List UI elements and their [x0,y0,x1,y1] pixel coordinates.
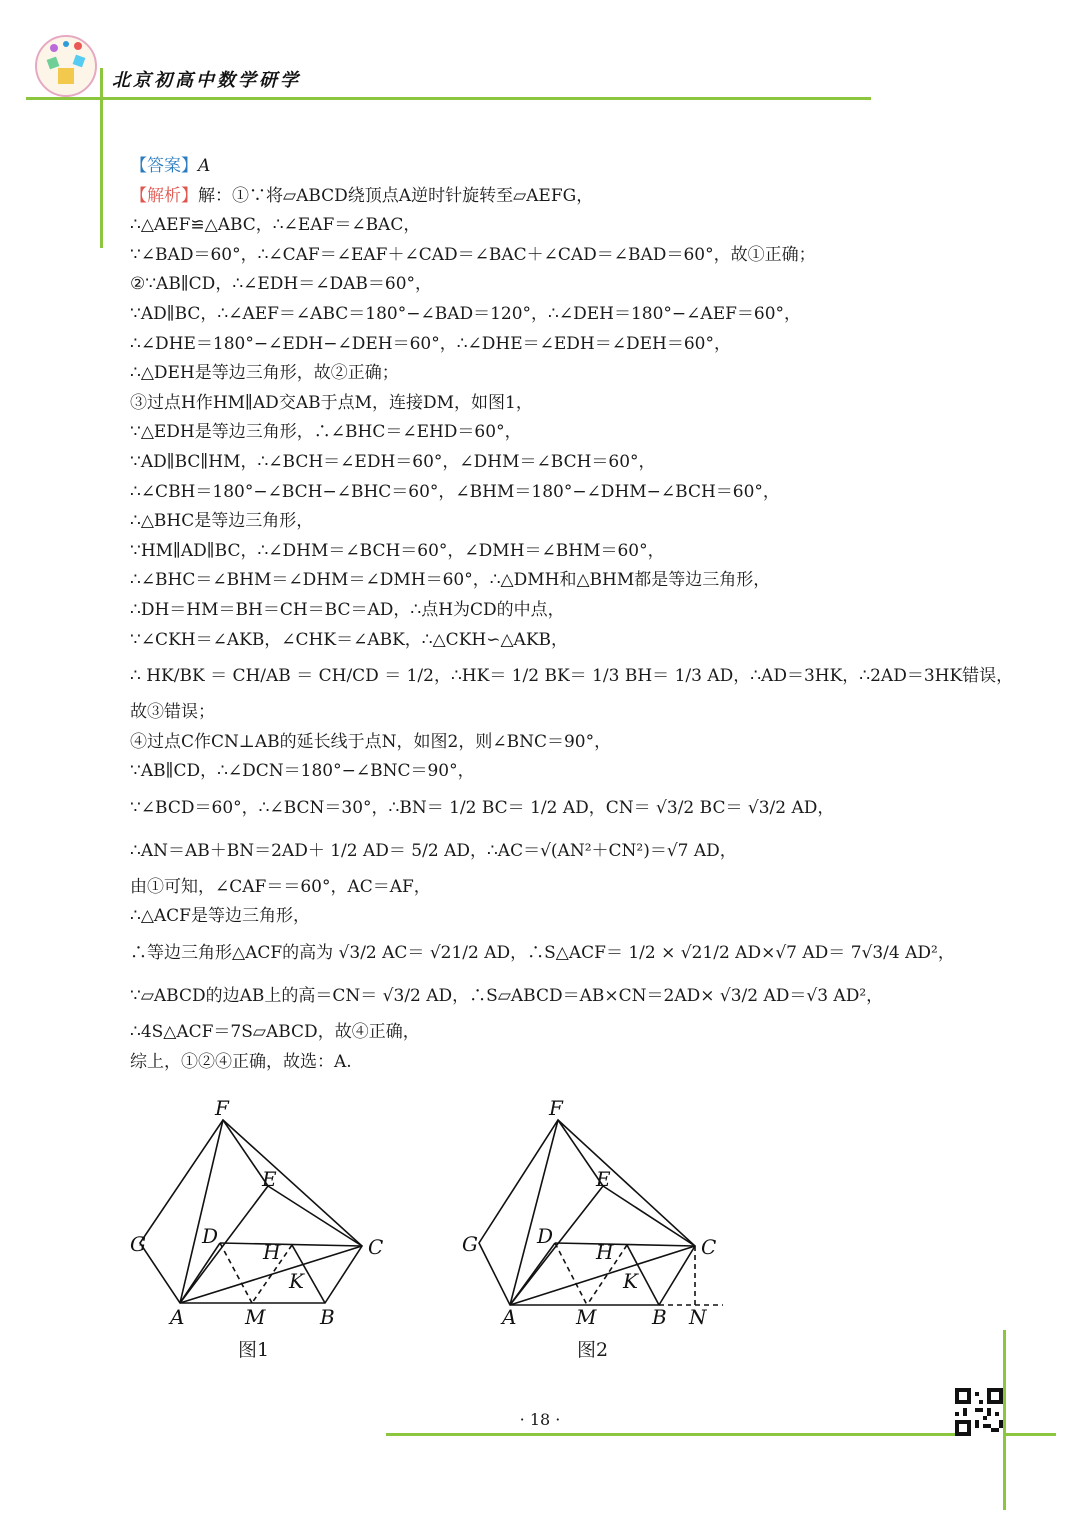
answer-value: A [198,156,211,176]
fig1-label-D: D [202,1224,219,1248]
fig2-label-A: A [502,1305,517,1329]
analysis-line-2: ∵∠BAD＝60°，∴∠CAF＝∠EAF＋∠CAD＝∠BAC＋∠CAD＝∠BAD＝60°，故①正确； [130,244,816,265]
fig1-label-E: E [262,1167,277,1191]
fraction-line-1: ∴ HK/BK ＝ CH/AB ＝ CH/CD ＝ 1/2，∴HK＝ 1/2 BK＝ 1/3 BH＝ 1/3 AD，∴AD＝3HK，∴2AD＝3HK错误， [130,666,1014,687]
analysis-line-c0: 由①可知，∠CAF＝＝60°，AC＝AF， [130,876,431,897]
analysis-line-d0: ∴4S△ACF＝7S▱ABCD，故④正确， [130,1022,420,1043]
footer-side-rule [1003,1330,1006,1510]
analysis-line-4: ∵AD∥BC，∴∠AEF＝∠ABC＝180°−∠BAD＝120°，∴∠DEH＝180°−∠AEF＝60°， [130,303,802,324]
analysis-line-7: ③过点H作HM∥AD交AB于点M，连接DM，如图1， [130,392,533,413]
analysis-line-14: ∴DH＝HM＝BH＝CH＝BC＝AD，∴点H为CD的中点， [130,599,565,620]
fig1-label-B: B [320,1305,335,1329]
fig2-label-K: K [623,1269,638,1293]
fig2-label-C: C [701,1235,717,1259]
fraction-line-3: ∴AN＝AB＋BN＝2AD＋ 1/2 AD＝ 5/2 AD，∴AC＝√(AN²＋CN²)＝√7 AD， [130,840,737,861]
figure-1-caption: 图1 [238,1339,270,1361]
fig2-label-D: D [537,1224,554,1248]
fig2-label-H: H [596,1240,614,1264]
answer-label: 【答案】 [130,156,198,176]
fig1-label-G: G [130,1232,146,1256]
analysis-line-15: ∵∠CKH＝∠AKB，∠CHK＝∠ABK，∴△CKH∽△AKB， [130,629,569,650]
figure-1 [120,1095,400,1330]
fig2-label-F: F [549,1096,563,1120]
page-number: · 18 · [519,1410,561,1429]
analysis-line-d1: 综上，①②④正确，故选：A. [130,1051,352,1072]
fig1-label-H: H [263,1240,281,1264]
fig2-label-N: N [689,1305,707,1329]
solution-text [130,152,1014,1077]
fig2-label-M: M [576,1305,597,1329]
figure-2-caption: 图2 [577,1339,609,1361]
fig1-label-A: A [170,1305,185,1329]
analysis-line-13: ∴∠BHC＝∠BHM＝∠DHM＝∠DMH＝60°，∴△DMH和△BHM都是等边三角形， [130,570,771,591]
analysis-line-11: ∴△BHC是等边三角形， [130,511,314,532]
analysis-line-6: ∴△DEH是等边三角形，故②正确； [130,363,399,384]
fig2-label-B: B [652,1305,667,1329]
logo [34,34,98,98]
analysis-line-1: ∴△AEF≌△ABC，∴∠EAF＝∠BAC， [130,215,421,236]
answer-line [130,152,950,182]
analysis-line-b1: ④过点C作CN⊥AB的延长线于点N，如图2，则∠BNC＝90°， [130,731,612,752]
fraction-line-4: ∴等边三角形△ACF的高为 √3/2 AC＝ √21/2 AD，∴S△ACF＝ 1/2 × √21/2 AD×√7 AD＝ 7√3/4 AD²， [130,943,955,964]
fig1-label-M: M [245,1305,266,1329]
analysis-line-12: ∵HM∥AD∥BC，∴∠DHM＝∠BCH＝60°，∠DMH＝∠BHM＝60°， [130,540,665,561]
analysis-line-3: ②∵AB∥CD，∴∠EDH＝∠DAB＝60°， [130,274,433,295]
fig1-label-K: K [289,1269,304,1293]
fig2-label-G: G [462,1232,478,1256]
analysis-line-b0: 故③错误； [130,702,215,723]
analysis-line-9: ∵AD∥BC∥HM，∴∠BCH＝∠EDH＝60°，∠DHM＝∠BCH＝60°， [130,451,656,472]
analysis-line-b2: ∵AB∥CD，∴∠DCN＝180°−∠BNC＝90°， [130,761,475,782]
header-rule [26,97,871,100]
analysis-line-5: ∴∠DHE＝180°−∠EDH−∠DEH＝60°，∴∠DHE＝∠EDH＝∠DEH＝60°， [130,333,731,354]
analysis-line-c1: ∴△ACF是等边三角形， [130,906,310,927]
figure-2 [455,1095,745,1330]
analysis-line-0: 【解析】解：①∵将▱ABCD绕顶点A逆时针旋转至▱AEFG， [130,185,594,206]
fig1-label-F: F [215,1096,229,1120]
qr-code-icon [955,1388,1003,1436]
fraction-line-2: ∵∠BCD＝60°，∴∠BCN＝30°，∴BN＝ 1/2 BC＝ 1/2 AD，CN＝ √3/2 BC＝ √3/2 AD， [130,797,835,818]
analysis-line-10: ∴∠CBH＝180°−∠BCH−∠BHC＝60°，∠BHM＝180°−∠DHM−∠BCH＝60°， [130,481,780,502]
brand-title: 北京初高中数学研学 [112,70,301,91]
fig2-label-E: E [596,1167,611,1191]
analysis-line-8: ∵△EDH是等边三角形，∴∠BHC＝∠EHD＝60°， [130,422,522,443]
analysis-label: 【解析】 [130,185,198,206]
fig1-label-C: C [368,1235,384,1259]
fraction-line-5: ∵▱ABCD的边AB上的高＝CN＝ √3/2 AD，∴S▱ABCD＝AB×CN＝2AD× √3/2 AD＝√3 AD²， [130,986,884,1007]
header-side-rule [100,68,103,248]
